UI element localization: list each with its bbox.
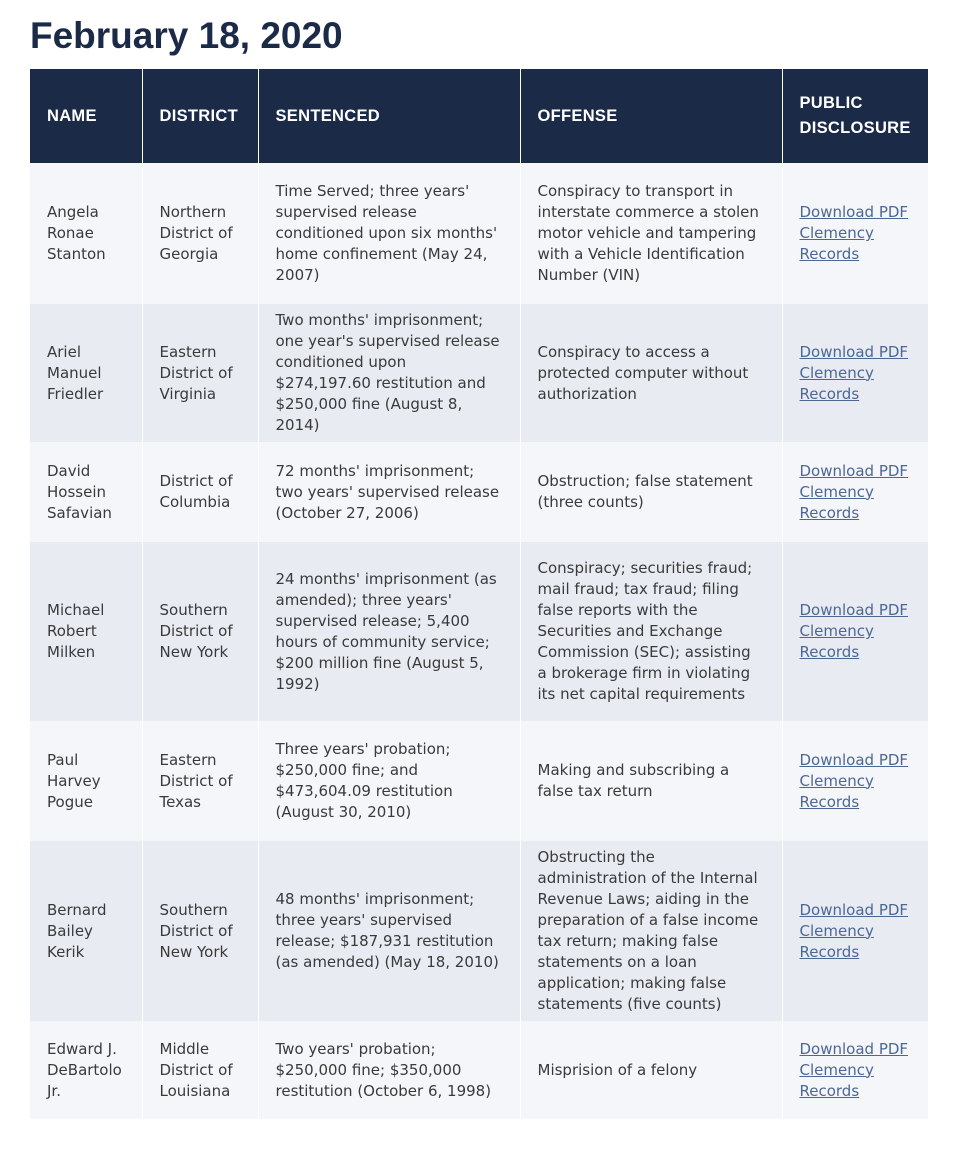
name-cell: Ariel Manuel Friedler — [47, 342, 104, 403]
disclosure-cell — [782, 841, 928, 1021]
offense-cell: Obstruction; false statement (three counts) — [520, 442, 782, 542]
name-cell: Paul Harvey Pogue — [47, 750, 101, 811]
offense-cell: Conspiracy to transport in interstate commerce a stolen motor vehicle and tampering with a Vehicle Identification Number (VIN) — [520, 163, 782, 304]
download-pdf-link[interactable]: Download PDF Clemency Records — [799, 342, 909, 403]
district-cell: Northern District of Georgia — [142, 163, 258, 304]
name-cell: Edward J. DeBartolo Jr. — [47, 1039, 122, 1100]
district-cell: Eastern District of Virginia — [142, 304, 258, 442]
disclosure-cell — [782, 163, 928, 304]
district-cell: District of Columbia — [142, 442, 258, 542]
table-row — [30, 442, 928, 542]
sentenced-cell: Time Served; three years' supervised release conditioned upon six months' home confinement (May 24, 2007) — [258, 163, 520, 304]
name-cell: David Hossein Safavian — [47, 461, 112, 522]
download-pdf-link[interactable]: Download PDF Clemency Records — [799, 203, 909, 263]
district-cell: Southern District of New York — [142, 841, 258, 1021]
column-header-name: NAME — [47, 106, 97, 125]
table-row — [30, 163, 928, 304]
page-title: February 18, 2020 — [30, 15, 343, 56]
download-pdf-link[interactable]: Download PDF Clemency Records — [799, 900, 909, 961]
sentenced-cell: Two years' probation; $250,000 fine; $350,000 restitution (October 6, 1998) — [258, 1021, 520, 1119]
download-pdf-link[interactable]: Download PDF Clemency Records — [799, 601, 909, 661]
column-header-sentenced: SENTENCED — [258, 69, 520, 163]
sentenced-cell: 72 months' imprisonment; two years' supervised release (October 27, 2006) — [258, 442, 520, 542]
district-cell: Middle District of Louisiana — [142, 1021, 258, 1119]
table-row — [30, 841, 928, 1021]
disclosure-cell — [782, 1021, 928, 1119]
name-cell: Angela Ronae Stanton — [47, 203, 106, 263]
district-cell: Southern District of New York — [142, 542, 258, 721]
sentenced-cell: Two months' imprisonment; one year's supervised release conditioned upon $274,197.60 restitution and $250,000 fine (August 8, 2014) — [258, 304, 520, 442]
clemency-table — [30, 69, 928, 1119]
offense-cell: Misprision of a felony — [520, 1021, 782, 1119]
name-cell: Michael Robert Milken — [47, 601, 105, 661]
download-pdf-link[interactable]: Download PDF Clemency Records — [799, 1039, 909, 1100]
disclosure-cell — [782, 721, 928, 841]
download-pdf-link[interactable]: Download PDF Clemency Records — [799, 750, 909, 811]
table-row — [30, 542, 928, 721]
offense-cell: Conspiracy; securities fraud; mail fraud; tax fraud; filing false reports with the Securities and Exchange Commission (SEC); assisting a brokerage firm in violating its net capital requirements — [520, 542, 782, 721]
column-header-district: DISTRICT — [142, 69, 258, 163]
download-pdf-link[interactable]: Download PDF Clemency Records — [799, 461, 909, 522]
sentenced-cell: 48 months' imprisonment; three years' supervised release; $187,931 restitution (as amended) (May 18, 2010) — [258, 841, 520, 1021]
offense-cell: Making and subscribing a false tax return — [520, 721, 782, 841]
table-row — [30, 304, 928, 442]
disclosure-cell — [782, 442, 928, 542]
disclosure-cell — [782, 304, 928, 442]
table-row — [30, 1021, 928, 1119]
sentenced-cell: 24 months' imprisonment (as amended); three years' supervised release; 5,400 hours of community service; $200 million fine (August 5, 1992) — [258, 542, 520, 721]
name-cell: Bernard Bailey Kerik — [47, 900, 107, 961]
table-header — [30, 69, 928, 163]
column-header-public-disclosure: PUBLIC DISCLOSURE — [782, 69, 928, 163]
offense-cell: Obstructing the administration of the Internal Revenue Laws; aiding in the preparation of a false income tax return; making false statements on a loan application; making false statements (five counts) — [520, 841, 782, 1021]
column-header-offense: OFFENSE — [520, 69, 782, 163]
district-cell: Eastern District of Texas — [142, 721, 258, 841]
disclosure-cell — [782, 542, 928, 721]
sentenced-cell: Three years' probation; $250,000 fine; and $473,604.09 restitution (August 30, 2010) — [258, 721, 520, 841]
table-row — [30, 721, 928, 841]
offense-cell: Conspiracy to access a protected computer without authorization — [520, 304, 782, 442]
